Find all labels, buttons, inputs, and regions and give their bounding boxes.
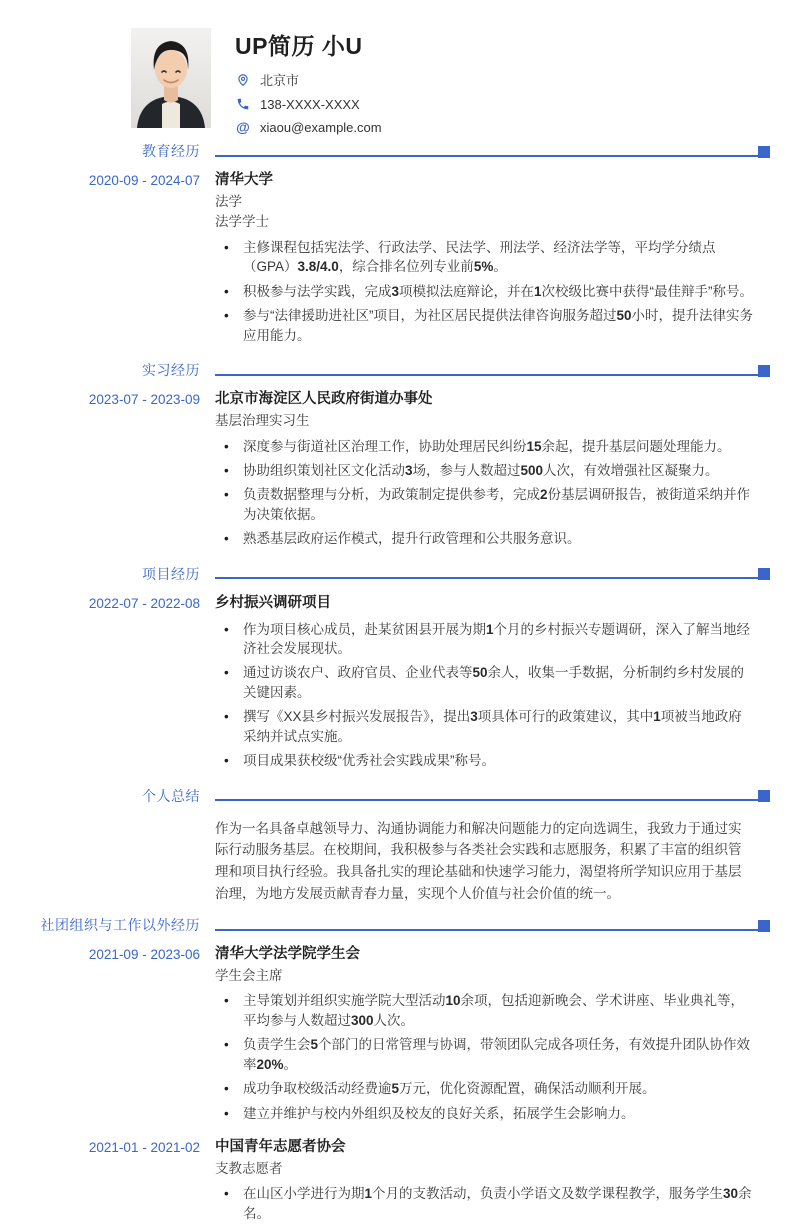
resume-page bbox=[0, 28, 799, 1221]
person-name: UP简历 小U bbox=[235, 33, 363, 59]
profile-photo-illustration bbox=[131, 28, 211, 128]
entry-date: 2020-09 - 2024-07 bbox=[88, 173, 200, 188]
entry-date bbox=[0, 816, 200, 905]
section-title: 实习经历 bbox=[142, 362, 200, 379]
entry-bullets bbox=[215, 991, 754, 1123]
entry-content bbox=[215, 945, 754, 1128]
entry-sublines bbox=[215, 412, 754, 430]
entry-role: 支教志愿者 bbox=[215, 1160, 283, 1176]
section-title: 社团组织与工作以外经历 bbox=[40, 917, 200, 934]
bullet-item: • 负责学生会5个部门的日常管理与协调，带领团队完成各项任务，有效提升团队协作效率20%。 bbox=[215, 1035, 754, 1074]
entry-date: 2021-01 - 2021-02 bbox=[88, 1140, 200, 1156]
resume-entry bbox=[0, 390, 799, 554]
section-divider-square bbox=[758, 365, 770, 377]
section-header bbox=[0, 915, 799, 935]
resume-entry bbox=[0, 171, 799, 350]
resume-section bbox=[0, 141, 799, 350]
resume-entry bbox=[0, 945, 799, 1128]
entry-organization: 乡村振兴调研项目 bbox=[215, 594, 331, 611]
resume-section bbox=[0, 915, 799, 1228]
bullet-item: • 撰写《XX县乡村振兴发展报告》，提出3项具体可行的政策建议，其中1项被当地政府采纳并试点实施。 bbox=[215, 707, 754, 746]
entry-bullets bbox=[215, 620, 754, 771]
entry-sublines bbox=[215, 1160, 754, 1178]
bullet-item: • 成功争取校级活动经费逾5万元，优化资源配置，确保活动顺利开展。 bbox=[215, 1079, 754, 1098]
section-header bbox=[0, 564, 799, 584]
section-divider bbox=[215, 364, 770, 377]
bullet-item: • 在山区小学进行为期1个月的支教活动，负责小学语文及数学课程教学，服务学生30余名。 bbox=[215, 1184, 754, 1223]
section-entries bbox=[0, 390, 799, 554]
section-divider bbox=[215, 567, 770, 580]
entry-content bbox=[215, 171, 754, 350]
section-divider bbox=[215, 789, 770, 802]
section-title: 教育经历 bbox=[142, 143, 200, 159]
section-divider-square bbox=[758, 920, 770, 932]
entry-date: 2022-07 - 2022-08 bbox=[88, 595, 200, 611]
entry-organization: 清华大学法学院学生会 bbox=[215, 946, 360, 963]
entry-organization: 北京市海淀区人民政府街道办事处 bbox=[215, 391, 433, 408]
section-divider bbox=[215, 145, 770, 158]
bullet-item: • 熟悉基层政府运作模式，提升行政管理和公共服务意识。 bbox=[215, 529, 754, 548]
entry-bullets bbox=[215, 1184, 754, 1223]
bullet-item: • 负责数据整理与分析，为政策制定提供参考，完成2份基层调研报告，被街道采纳并作为决策依据。 bbox=[215, 485, 754, 524]
section-divider-square bbox=[758, 790, 770, 802]
resume-section bbox=[0, 786, 799, 905]
section-header bbox=[0, 360, 799, 380]
contact-phone bbox=[235, 96, 382, 112]
entry-role: 基层治理实习生 bbox=[215, 412, 310, 428]
resume-header bbox=[131, 28, 799, 135]
phone-icon bbox=[235, 96, 251, 112]
entry-organization: 清华大学 bbox=[215, 172, 273, 188]
contact-email bbox=[235, 119, 382, 135]
entry-sublines bbox=[215, 193, 754, 231]
bullet-item: • 主修课程包括宪法学、行政法学、民法学、刑法学、经济法学等，平均学分绩点（GPA）3.8/4.0，综合排名位列专业前5%。 bbox=[215, 238, 754, 277]
resume-section bbox=[0, 360, 799, 554]
bullet-item: • 通过访谈农户、政府官员、企业代表等50余人，收集一手数据，分析制约乡村发展的关键因素。 bbox=[215, 663, 754, 702]
resume-body bbox=[0, 141, 799, 1228]
contact-email-text: xiaou@example.com bbox=[260, 119, 382, 135]
bullet-item: • 深度参与街道社区治理工作，协助处理居民纠纷15余起，提升基层问题处理能力。 bbox=[215, 437, 754, 456]
bullet-item: • 项目成果获校级“优秀社会实践成果”称号。 bbox=[215, 751, 754, 770]
entry-role: 学生会主席 bbox=[215, 967, 283, 983]
entry-organization: 中国青年志愿者协会 bbox=[215, 1139, 346, 1156]
entry-content bbox=[215, 1138, 754, 1228]
section-title: 个人总结 bbox=[142, 787, 200, 804]
bullet-item: • 作为项目核心成员，赴某贫困县开展为期1个月的乡村振兴专题调研，深入了解当地经济社会发展现状。 bbox=[215, 620, 754, 659]
entry-sublines bbox=[215, 967, 754, 985]
section-divider-square bbox=[758, 146, 770, 158]
resume-entry bbox=[0, 816, 799, 905]
entry-role: 法学 bbox=[215, 193, 242, 209]
contact-phone-text: 138-XXXX-XXXX bbox=[260, 96, 360, 112]
entry-role: 法学学士 bbox=[215, 214, 269, 230]
entry-bullets bbox=[215, 437, 754, 549]
bullet-item: • 积极参与法学实践，完成3项模拟法庭辩论，并在1次校级比赛中获得“最佳辩手”称号。 bbox=[215, 282, 754, 301]
resume-entry bbox=[0, 594, 799, 776]
resume-entry bbox=[0, 1138, 799, 1228]
bullet-item: • 建立并维护与校内外组织及校友的良好关系，拓展学生会影响力。 bbox=[215, 1104, 754, 1123]
section-header bbox=[0, 786, 799, 806]
identity-block bbox=[235, 28, 382, 135]
at-icon: @ bbox=[236, 119, 250, 135]
section-entries bbox=[0, 171, 799, 350]
section-entries bbox=[0, 945, 799, 1228]
entry-bullets bbox=[215, 238, 754, 345]
entry-date: 2023-07 - 2023-09 bbox=[88, 392, 200, 408]
bullet-item: • 参与“法律援助进社区”项目，为社区居民提供法律咨询服务超过50小时，提升法律实务应用能力。 bbox=[215, 306, 754, 345]
entry-content bbox=[215, 594, 754, 776]
section-divider-square bbox=[758, 568, 770, 580]
section-header bbox=[0, 141, 799, 161]
section-entries bbox=[0, 816, 799, 905]
bullet-item: • 协助组织策划社区文化活动3场，参与人数超过500人次，有效增强社区凝聚力。 bbox=[215, 461, 754, 480]
resume-section bbox=[0, 564, 799, 776]
contact-location-text: 北京市 bbox=[260, 73, 300, 88]
location-pin-icon bbox=[235, 72, 251, 88]
section-title: 项目经历 bbox=[142, 565, 200, 582]
summary-paragraph: 作为一名具备卓越领导力、沟通协调能力和解决问题能力的定向选调生，我致力于通过实际行动服务基层。在校期间，我积极参与各类社会实践和志愿服务，积累了丰富的组织管理和项目执行经验。我具备扎实的理论基础和快速学习能力，渴望将所学知识应用于基层治理，为地方发展贡献青春力量，实现个人价值与社会价值的统一。 bbox=[215, 820, 742, 902]
contact-location bbox=[235, 70, 382, 89]
entry-content bbox=[215, 816, 754, 905]
entry-content bbox=[215, 390, 754, 554]
profile-photo bbox=[131, 28, 211, 128]
section-entries bbox=[0, 594, 799, 776]
section-divider bbox=[215, 919, 770, 932]
bullet-item: • 主导策划并组织实施学院大型活动10余项，包括迎新晚会、学术讲座、毕业典礼等，平均参与人数超过300人次。 bbox=[215, 991, 754, 1030]
entry-date: 2021-09 - 2023-06 bbox=[88, 947, 200, 963]
